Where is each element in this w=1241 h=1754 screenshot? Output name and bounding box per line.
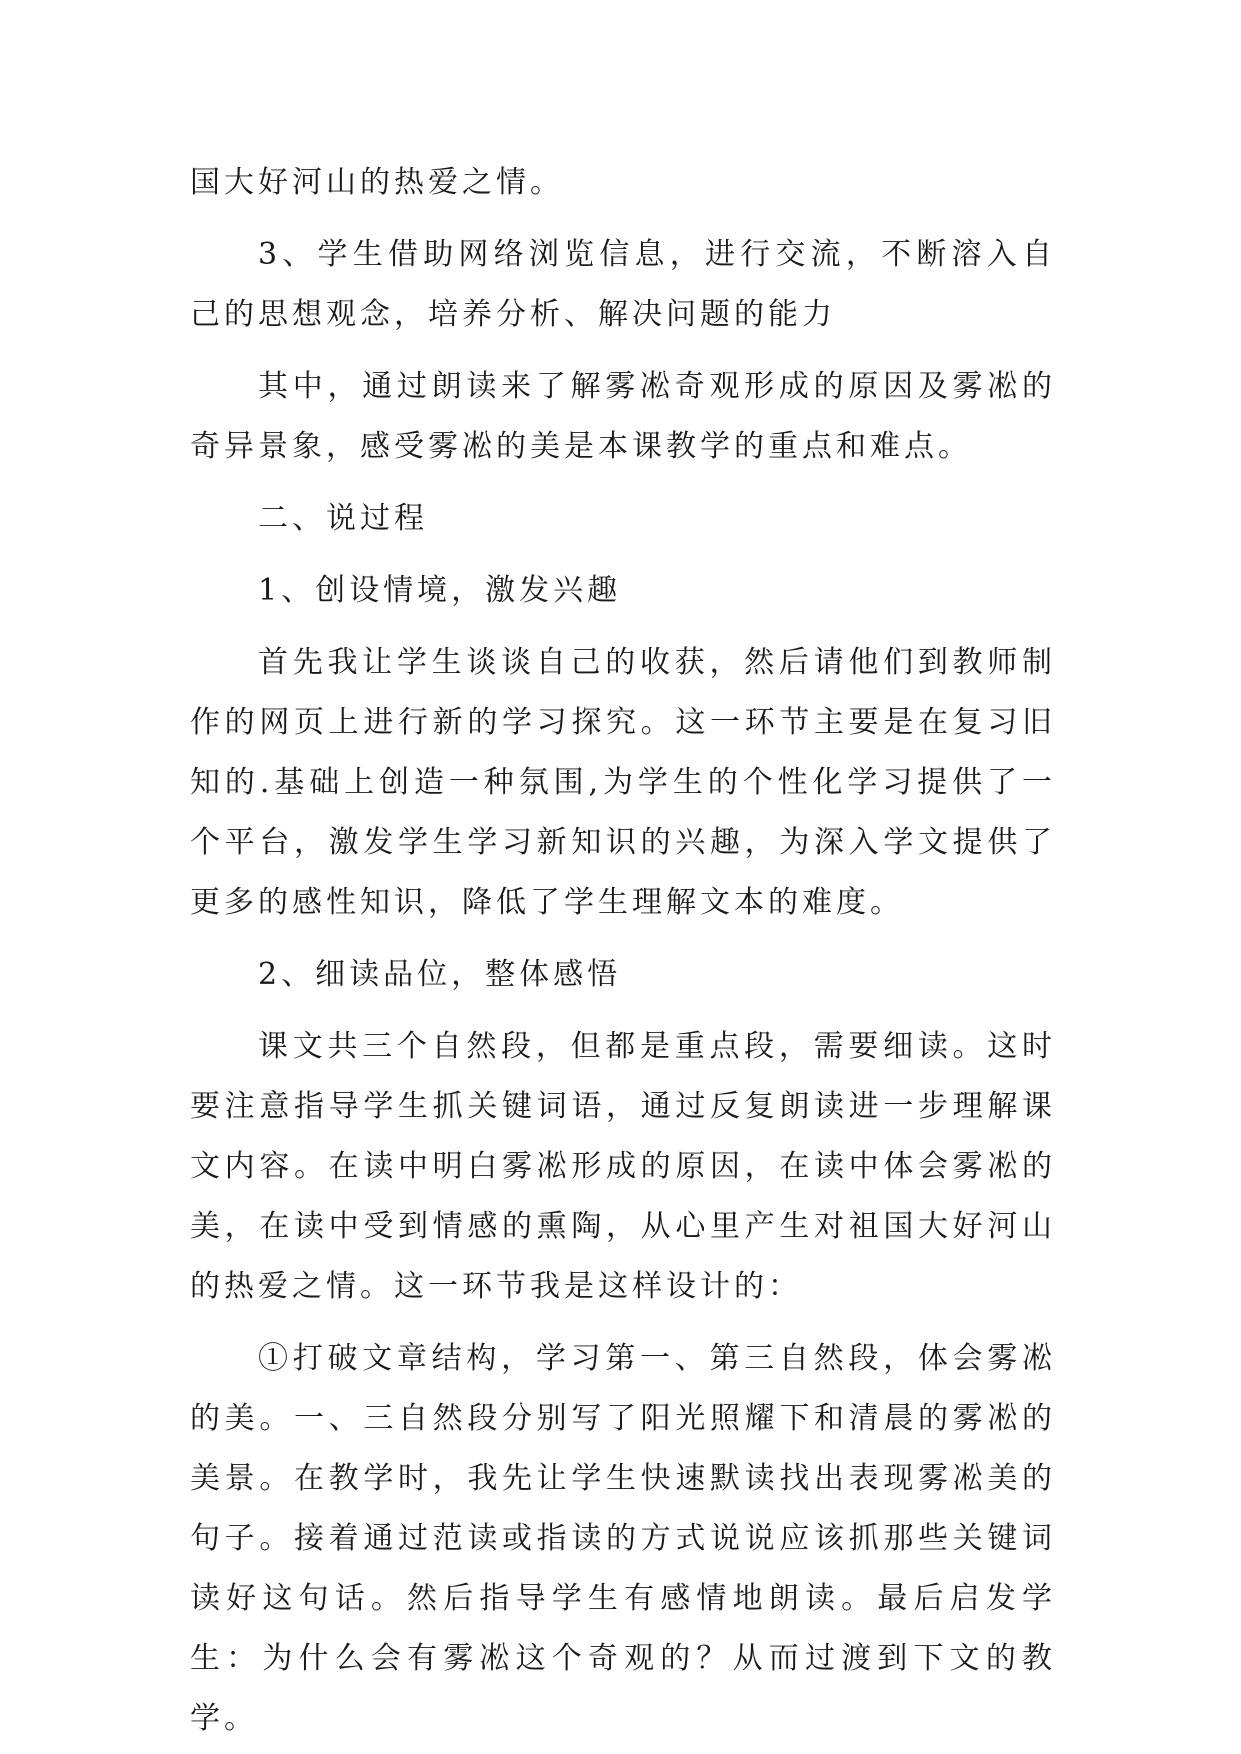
paragraph-continuation: 国大好河山的热爱之情。 [190,165,564,200]
paragraph-step-1: 首先我让学生谈谈自己的收获，然后请他们到教师制作的网页上进行新的学习探究。这一环节主要是在复习旧知的.基础上创造一种氛围,为学生的个性化学习提供了一个平台，激发学生学习新知识的兴趣，为深入学文提供了更多的感性知识，降低了学生理解文本的难度。 [190,645,1056,920]
paragraph-goal-3: 3、学生借助网络浏览信息，进行交流，不断溶入自己的思想观念，培养分析、解决问题的能力 [190,237,1056,332]
paragraph-step-2-item-1: ①打破文章结构，学习第一、第三自然段，体会雾凇的美。一、三自然段分别写了阳光照耀下和清晨的雾凇的美景。在教学时，我先让学生快速默读找出表现雾凇美的句子。接着通过范读或指读的方式说说应该抓那些关键词读好这句话。然后指导学生有感情地朗读。最后启发学生：为什么会有雾凇这个奇观的？从而过渡到下文的教学。 [190,1341,1056,1736]
document-page [190,153,1056,1749]
paragraph-step-2: 课文共三个自然段，但都是重点段，需要细读。这时要注意指导学生抓关键词语，通过反复朗读进一步理解课文内容。在读中明白雾凇形成的原因，在读中体会雾凇的美，在读中受到情感的熏陶，从心里产生对祖国大好河山的热爱之情。这一环节我是这样设计的： [190,1029,1056,1304]
section-heading-process: 二、说过程 [258,501,428,536]
subheading-step-1: 1、创设情境，激发兴趣 [258,573,622,608]
paragraph-key-points: 其中，通过朗读来了解雾凇奇观形成的原因及雾凇的奇异景象，感受雾凇的美是本课教学的重点和难点。 [190,369,1056,464]
subheading-step-2: 2、细读品位，整体感悟 [258,957,622,992]
